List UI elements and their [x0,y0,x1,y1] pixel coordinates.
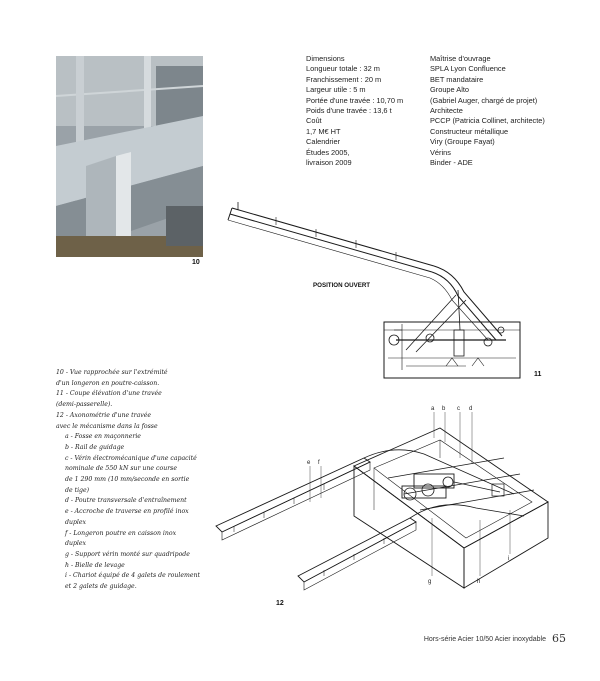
actor-line: Vérins [430,147,451,157]
caption-line: et 2 galets de guidage. [65,583,137,591]
actors-list [430,54,545,168]
actor-line: Binder - ADE [430,158,473,168]
actor-line: Groupe Alto [430,85,470,95]
caption-line: b - Rail de guidage [65,443,125,451]
specs-list [306,54,403,168]
actor-line: PCCP (Patricia Collinet, architecte) [430,116,545,126]
caption-line: d - Poutre transversale d'entraînement [65,497,187,505]
caption-line: f - Longeron poutre en caisson inox [65,529,177,537]
caption-line: e - Accroche de traverse en profilé inox [65,508,189,516]
spec-line: 1,7 M€ HT [306,126,341,136]
footer-publication: Hors-série Acier 10/50 Acier inoxydable [423,636,546,643]
axonometry-drawing [214,398,550,612]
caption-line: g - Support vérin monté sur quadripode [65,550,190,558]
actor-line: (Gabriel Auger, chargé de projet) [430,95,538,105]
spec-line: Calendrier [306,137,341,147]
spec-line: Portée d'une travée : 10,70 m [306,95,404,105]
spec-line: Largeur utile : 5 m [306,85,366,95]
caption-line: de tige) [65,486,90,494]
axo-letter-e: e [307,460,311,466]
axo-letter-a: a [431,406,435,412]
axo-letter-f: f [318,460,320,466]
actor-line: Architecte [430,106,463,116]
page-number: 65 [552,632,566,645]
caption-line: 10 - Vue rapprochée sur l'extrémité [56,369,168,376]
actor-line: SPLA Lyon Confluence [430,64,506,74]
spec-line: Études 2005, [306,147,350,157]
spec-line: livraison 2009 [306,158,352,168]
actor-line: Maîtrise d'ouvrage [430,54,491,63]
actor-line: BET mandataire [430,74,484,84]
caption-line: nominale de 550 kN sur une course [65,465,177,473]
caption-line: duplex [65,540,87,548]
photo-steel-beam-end [56,56,203,257]
elevation-drawing [226,180,526,380]
spec-line: Poids d'une travée : 13,6 t [306,106,392,116]
actor-line: Constructeur métallique [430,126,509,136]
caption-line: i - Chariot équipé de 4 galets de roulement [65,572,201,580]
caption-line: (demi-passerelle). [56,401,113,409]
caption-line: 11 - Coupe élévation d'une travée [56,390,162,398]
page-footer [424,632,566,645]
axo-letter-b: b [442,406,446,412]
figure-number-12: 12 [276,600,284,607]
caption-line: h - Bielle de levage [65,561,125,569]
caption-line: avec le mécanisme dans la fosse [56,422,158,430]
caption-line: de 1 290 mm (10 mm/seconde en sortie [65,476,190,484]
spec-line: Dimensions [306,54,345,63]
spec-line: Franchissement : 20 m [306,74,382,84]
figure-number-10: 10 [192,259,200,266]
caption-line: 12 - Axonométrie d'une travée [56,411,152,419]
figure-captions [56,368,226,593]
axo-letter-d: d [469,406,473,412]
caption-line: a - Fosse en maçonnerie [65,433,141,441]
caption-line: duplex [65,518,87,526]
axo-letter-h: h [477,579,481,585]
position-open-label: POSITION OUVERT [313,282,371,289]
axo-letter-i: i [508,556,510,562]
axo-letter-g: g [428,579,432,585]
spec-line: Longueur totale : 32 m [306,64,380,74]
figure-number-11: 11 [534,371,542,378]
caption-line: d'un longeron en poutre-caisson. [56,379,160,387]
caption-line: c - Vérin électromécanique d'une capacité [65,454,197,462]
actor-line: Viry (Groupe Fayat) [430,137,495,147]
spec-line: Coût [306,116,322,126]
axo-letter-c: c [457,406,460,412]
